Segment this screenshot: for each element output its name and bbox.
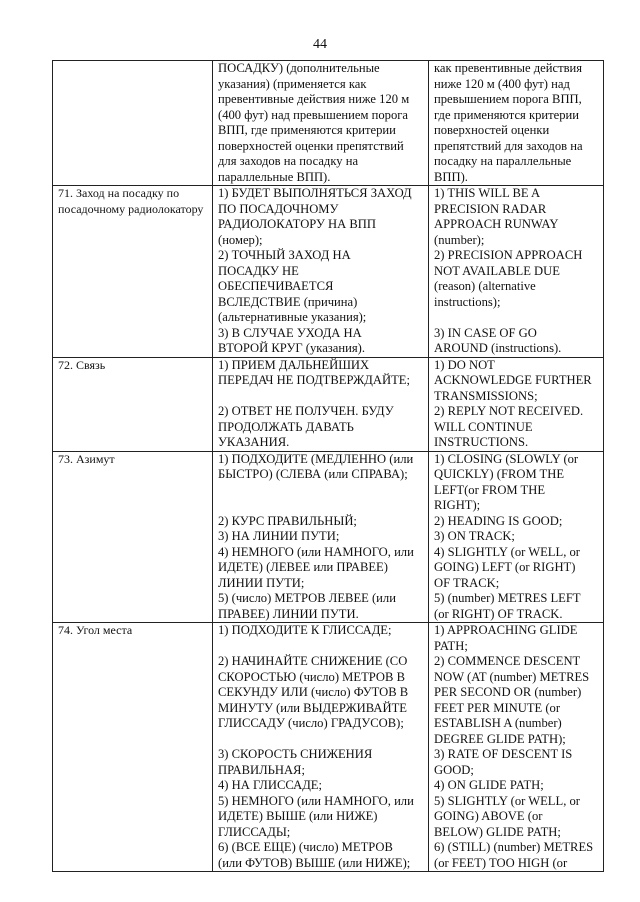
english-phrase-line: PATH;: [434, 638, 468, 653]
russian-phrase-line: 1) ПОДХОДИТЕ (МЕДЛЕННО (или: [218, 451, 414, 466]
russian-phrase-line: 2) ТОЧНЫЙ ЗАХОД НА: [218, 248, 351, 262]
russian-phrase-cell: [213, 451, 429, 623]
english-phrase-line: 3) RATE OF DESCENT IS: [434, 747, 573, 761]
section-title: [53, 61, 213, 186]
english-phrase-line: (or RIGHT) OF TRACK.: [434, 606, 563, 621]
table-row: [53, 623, 604, 872]
phraseology-table: [52, 60, 604, 872]
russian-phrase-cell: [213, 623, 429, 872]
english-phrase-line: DEGREE GLIDE PATH);: [434, 731, 566, 746]
english-phrase-line: GOOD;: [434, 762, 474, 777]
russian-phrase-line: 4) НЕМНОГО (или НАМНОГО, или: [218, 544, 414, 559]
english-phrase-line: TRANSMISSIONS;: [434, 388, 538, 403]
english-phrase-line: 2) REPLY NOT RECEIVED.: [434, 404, 584, 418]
section-title: 72. Связь: [53, 357, 213, 451]
russian-phrase-line: ПРОДОЛЖАТЬ ДАВАТЬ: [218, 419, 354, 434]
english-phrase-line: (reason) (alternative: [434, 279, 536, 293]
russian-phrase-line: ЛИНИИ ПУТИ;: [218, 575, 305, 590]
english-phrase-line: ACKNOWLEDGE FURTHER: [434, 373, 592, 387]
english-phrase-cell: [429, 623, 604, 872]
russian-phrase-line: 2) КУРС ПРАВИЛЬНЫЙ;: [218, 513, 357, 528]
russian-phrase-line: 1) БУДЕТ ВЫПОЛНЯТЬСЯ ЗАХОД: [218, 186, 412, 200]
russian-phrase-line: (номер);: [218, 232, 263, 247]
english-phrase-line: GOING) LEFT (or RIGHT): [434, 560, 576, 574]
table-row: [53, 357, 604, 451]
russian-phrase-line: РАДИОЛОКАТОРУ НА ВПП: [218, 217, 376, 231]
english-phrase-line: где применяются критерии: [434, 107, 580, 122]
russian-phrase-line: ВСЛЕДСТВИЕ (причина): [218, 294, 358, 309]
russian-phrase-line: ПОСАДКУ НЕ: [218, 263, 299, 278]
russian-phrase-line: БЫСТРО) (СЛЕВА (или СПРАВА);: [218, 467, 408, 481]
russian-phrase-line: ВПП, где применяются критерии: [218, 123, 396, 137]
english-phrase-line: WILL CONTINUE: [434, 419, 533, 434]
english-phrase-line: 3) IN CASE OF GO: [434, 325, 537, 340]
russian-phrase-line: ПЕРЕДАЧ НЕ ПОДТВЕРЖДАЙТЕ;: [218, 373, 410, 387]
blank-line: [434, 310, 600, 326]
russian-phrase-line: СЕКУНДУ ИЛИ (число) ФУТОВ В: [218, 685, 409, 699]
english-phrase-line: INSTRUCTIONS.: [434, 435, 529, 449]
english-phrase-line: 1) THIS WILL BE A: [434, 186, 541, 200]
table-row: [53, 186, 604, 358]
table-row: [53, 61, 604, 186]
english-phrase-line: (number);: [434, 232, 485, 247]
english-phrase-line: 4) SLIGHTLY (or WELL, or: [434, 544, 580, 559]
russian-phrase-line: 2) ОТВЕТ НЕ ПОЛУЧЕН. БУДУ: [218, 404, 394, 418]
russian-phrase-line: 2) НАЧИНАЙТЕ СНИЖЕНИЕ (СО: [218, 654, 408, 668]
english-phrase-cell: [429, 186, 604, 358]
english-phrase-line: PER SECOND OR (number): [434, 685, 582, 699]
english-phrase-line: PRECISION RADAR: [434, 201, 547, 216]
russian-phrase-line: УКАЗАНИЯ.: [218, 435, 290, 449]
english-phrase-line: препятствий для заходов на: [434, 138, 583, 153]
russian-phrase-line: 3) В СЛУЧАЕ УХОДА НА: [218, 325, 362, 340]
blank-line: [218, 639, 425, 655]
english-phrase-line: 5) SLIGHTLY (or WELL, or: [434, 793, 580, 808]
english-phrase-line: 1) APPROACHING GLIDE: [434, 623, 578, 637]
section-title: 71. Заход на посадку по посадочному радиолокатору: [53, 186, 213, 358]
russian-phrase-line: 5) НЕМНОГО (или НАМНОГО, или: [218, 793, 414, 808]
page-number: 44: [313, 37, 327, 52]
russian-phrase-line: поверхностей оценки препятствий: [218, 138, 404, 153]
english-phrase-line: 2) PRECISION APPROACH: [434, 248, 583, 262]
russian-phrase-line: ОБЕСПЕЧИВАЕТСЯ: [218, 279, 334, 293]
english-phrase-line: RIGHT);: [434, 498, 481, 512]
english-phrase-line: 1) DO NOT: [434, 357, 495, 372]
english-phrase-line: NOT AVAILABLE DUE: [434, 263, 560, 278]
russian-phrase-line: ИДЕТЕ) (ЛЕВЕЕ или ПРАВЕЕ): [218, 560, 388, 574]
english-phrase-line: GOING) ABOVE (or: [434, 809, 543, 823]
english-phrase-cell: [429, 451, 604, 623]
english-phrase-line: instructions);: [434, 294, 501, 309]
blank-line: [218, 483, 425, 499]
russian-phrase-line: (альтернативные указания);: [218, 310, 367, 324]
russian-phrase-line: 5) (число) МЕТРОВ ЛЕВЕЕ (или: [218, 591, 396, 605]
russian-phrase-line: превентивные действия ниже 120 м: [218, 92, 410, 106]
english-phrase-line: NOW (AT (number) METRES: [434, 669, 590, 684]
english-phrase-line: BELOW) GLIDE PATH;: [434, 824, 561, 839]
russian-phrase-line: ПРАВИЛЬНАЯ;: [218, 762, 305, 777]
english-phrase-line: APPROACH RUNWAY: [434, 217, 559, 231]
english-phrase-line: ВПП).: [434, 169, 468, 184]
english-phrase-line: FEET PER MINUTE (or: [434, 700, 561, 715]
english-phrase-line: 6) (STILL) (number) METRES: [434, 840, 594, 854]
english-phrase-cell: [429, 61, 604, 186]
english-phrase-line: 3) ON TRACK;: [434, 529, 515, 543]
english-phrase-line: посадку на параллельные: [434, 154, 572, 168]
russian-phrase-line: ГЛИССАДЫ;: [218, 824, 291, 839]
blank-line: [218, 389, 425, 405]
english-phrase-line: 1) CLOSING (SLOWLY (or: [434, 451, 579, 466]
english-phrase-line: ESTABLISH A (number): [434, 716, 562, 730]
english-phrase-line: 2) COMMENCE DESCENT: [434, 654, 581, 668]
russian-phrase-line: (или ФУТОВ) ВЫШЕ (или НИЖЕ);: [218, 855, 411, 870]
blank-line: [218, 732, 425, 748]
english-phrase-line: (or FEET) TOO HIGH (or: [434, 855, 568, 870]
blank-line: [218, 498, 425, 514]
russian-phrase-line: 1) ПРИЕМ ДАЛЬНЕЙШИХ: [218, 357, 370, 372]
table-row: [53, 451, 604, 623]
english-phrase-line: 4) ON GLIDE PATH;: [434, 778, 544, 792]
english-phrase-line: как превентивные действия: [434, 61, 583, 75]
russian-phrase-line: ПО ПОСАДОЧНОМУ: [218, 201, 339, 216]
russian-phrase-line: 1) ПОДХОДИТЕ К ГЛИССАДЕ;: [218, 623, 392, 637]
russian-phrase-line: 3) НА ЛИНИИ ПУТИ;: [218, 529, 340, 543]
russian-phrase-line: ПОСАДКУ) (дополнительные: [218, 61, 380, 75]
russian-phrase-line: СКОРОСТЬЮ (число) МЕТРОВ В: [218, 669, 405, 684]
russian-phrase-line: ПРАВЕЕ) ЛИНИИ ПУТИ.: [218, 606, 359, 621]
english-phrase-line: 5) (number) METRES LEFT: [434, 591, 581, 605]
english-phrase-line: поверхностей оценки: [434, 123, 550, 137]
russian-phrase-line: 6) (ВСЕ ЕЩЕ) (число) МЕТРОВ: [218, 840, 393, 854]
english-phrase-line: превышением порога ВПП,: [434, 92, 582, 106]
english-phrase-line: 2) HEADING IS GOOD;: [434, 513, 563, 528]
russian-phrase-line: ИДЕТЕ) ВЫШЕ (или НИЖЕ): [218, 809, 378, 823]
english-phrase-line: LEFT(or FROM THE: [434, 482, 546, 497]
english-phrase-line: OF TRACK;: [434, 575, 500, 590]
russian-phrase-line: для заходов на посадку на: [218, 154, 359, 168]
russian-phrase-line: 4) НА ГЛИССАДЕ;: [218, 778, 322, 792]
table-body: [53, 61, 604, 872]
russian-phrase-line: МИНУТУ (или ВЫДЕРЖИВАЙТЕ: [218, 700, 407, 715]
russian-phrase-line: ВТОРОЙ КРУГ (указания).: [218, 341, 365, 355]
english-phrase-line: ниже 120 м (400 фут) над: [434, 76, 570, 91]
russian-phrase-line: (400 фут) над превышением порога: [218, 107, 409, 122]
russian-phrase-cell: [213, 61, 429, 186]
english-phrase-line: QUICKLY) (FROM THE: [434, 467, 565, 481]
section-title: 73. Азимут: [53, 451, 213, 623]
english-phrase-cell: [429, 357, 604, 451]
russian-phrase-line: 3) СКОРОСТЬ СНИЖЕНИЯ: [218, 747, 373, 761]
russian-phrase-cell: [213, 186, 429, 358]
section-title: 74. Угол места: [53, 623, 213, 872]
english-phrase-line: AROUND (instructions).: [434, 341, 562, 355]
russian-phrase-line: указания) (применяется как: [218, 76, 367, 91]
russian-phrase-line: ГЛИССАДУ (число) ГРАДУСОВ);: [218, 716, 404, 730]
russian-phrase-cell: [213, 357, 429, 451]
russian-phrase-line: параллельные ВПП).: [218, 169, 331, 184]
